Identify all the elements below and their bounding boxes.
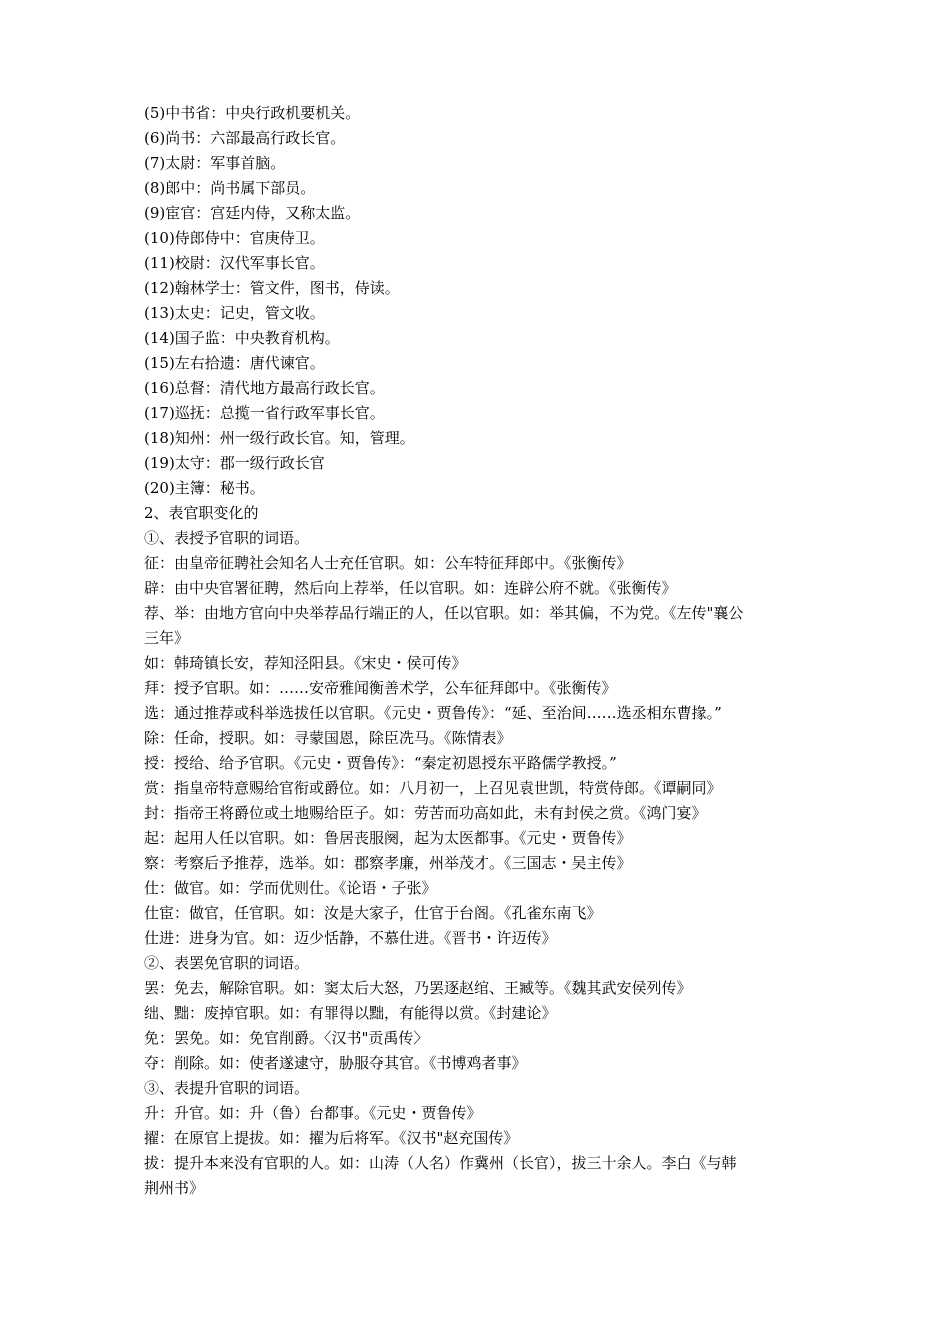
subsection-heading: ③、表提升官职的词语。 xyxy=(144,1079,310,1097)
text-line: 征：由皇帝征聘社会知名人士充任官职。如：公车特征拜郎中。《张衡传》 xyxy=(144,554,632,572)
text-line: (8)郎中：尚书属下部员。 xyxy=(144,179,316,197)
text-line: 夺：削除。如：使者遂逮守，胁服夺其官。《书博鸡者事》 xyxy=(144,1054,527,1072)
document-body xyxy=(144,101,824,1201)
text-line: 三年》 xyxy=(144,629,190,647)
text-line: 罢：免去，解除官职。如：窦太后大怒，乃罢逐赵绾、王臧等。《魏其武安侯列传》 xyxy=(144,979,692,997)
text-line: (16)总督：清代地方最高行政长官。 xyxy=(144,379,385,397)
text-line: (17)巡抚：总揽一省行政军事长官。 xyxy=(144,404,385,422)
text-line: 察：考察后予推荐，选举。如：郡察孝廉，州举茂才。《三国志・吴主传》 xyxy=(144,854,632,872)
subsection-heading: ②、表罢免官职的词语。 xyxy=(144,954,310,972)
text-line: 如：韩琦镇长安，荐知泾阳县。《宋史・侯可传》 xyxy=(144,654,467,672)
text-line: 授：授给、给予官职。《元史・贾鲁传》：“秦定初恩授东平路儒学教授。” xyxy=(144,754,617,772)
text-line: 选：通过推荐或科举选拔任以官职。《元史・贾鲁传》：“延、至治间……选丞相东曹掾。” xyxy=(144,704,722,722)
text-line: (14)国子监：中央教育机构。 xyxy=(144,329,340,347)
text-line: (12)翰林学士：管文件，图书，侍读。 xyxy=(144,279,400,297)
text-line: (18)知州：州一级行政长官。知，管理。 xyxy=(144,429,415,447)
text-line: 拔：提升本来没有官职的人。如：山涛（人名）作冀州（长官），拔三十余人。李白《与韩 xyxy=(144,1154,737,1172)
text-line: 仕：做官。如：学而优则仕。《论语・子张》 xyxy=(144,879,437,897)
text-line: (15)左右拾遗：唐代谏官。 xyxy=(144,354,325,372)
text-line: 拜：授予官职。如：……安帝雅闻衡善术学，公车征拜郎中。《张衡传》 xyxy=(144,679,617,697)
text-line: (9)宦官：宫廷内侍，又称太监。 xyxy=(144,204,361,222)
subsection-heading: ①、表授予官职的词语。 xyxy=(144,529,310,547)
text-line: 升：升官。如：升（鲁）台都事。《元史・贾鲁传》 xyxy=(144,1104,482,1122)
text-line: (10)侍郎侍中：官庚侍卫。 xyxy=(144,229,325,247)
text-line: (5)中书省：中央行政机要机关。 xyxy=(144,104,361,122)
text-line: 仕进：进身为官。如：迈少恬静，不慕仕进。《晋书・许迈传》 xyxy=(144,929,557,947)
text-line: 辟：由中央官署征聘，然后向上荐举，任以官职。如：连辟公府不就。《张衡传》 xyxy=(144,579,677,597)
text-line: 仕宦：做官，任官职。如：汝是大家子，仕官于台阁。《孔雀东南飞》 xyxy=(144,904,602,922)
text-line: 起：起用人任以官职。如：鲁居丧服阕，起为太医都事。《元史・贾鲁传》 xyxy=(144,829,632,847)
text-line: 免：罢免。如：免官削爵。〈汉书"贡禹传〉 xyxy=(144,1029,429,1047)
text-line: 荐、举：由地方官向中央举荐品行端正的人，任以官职。如：举其偏，不为党。《左传"襄公 xyxy=(144,604,744,622)
text-line: 荆州书》 xyxy=(144,1179,205,1197)
text-line: 除：任命，授职。如：寻蒙国恩，除臣冼马。《陈情表》 xyxy=(144,729,512,747)
text-line: (7)太尉：军事首脑。 xyxy=(144,154,286,172)
text-line: 擢：在原官上提拔。如：擢为后将军。《汉书"赵充国传》 xyxy=(144,1129,519,1147)
text-line: (6)尚书：六部最高行政长官。 xyxy=(144,129,346,147)
text-line: (13)太史：记史，管文收。 xyxy=(144,304,325,322)
text-line: 赏：指皇帝特意赐给官衔或爵位。如：八月初一，上召见袁世凯，特赏侍郎。《谭嗣同》 xyxy=(144,779,722,797)
text-line: 绌、黜：废掉官职。如：有罪得以黜，有能得以赏。《封建论》 xyxy=(144,1004,557,1022)
text-line: (19)太守：郡一级行政长官 xyxy=(144,454,325,472)
text-line: (20)主簿：秘书。 xyxy=(144,479,265,497)
text-line: (11)校尉：汉代军事长官。 xyxy=(144,254,325,272)
text-line: 封：指帝王将爵位或土地赐给臣子。如：劳苦而功高如此，未有封侯之赏。《鸿门宴》 xyxy=(144,804,707,822)
section-heading: 2、表官职变化的 xyxy=(144,504,259,522)
